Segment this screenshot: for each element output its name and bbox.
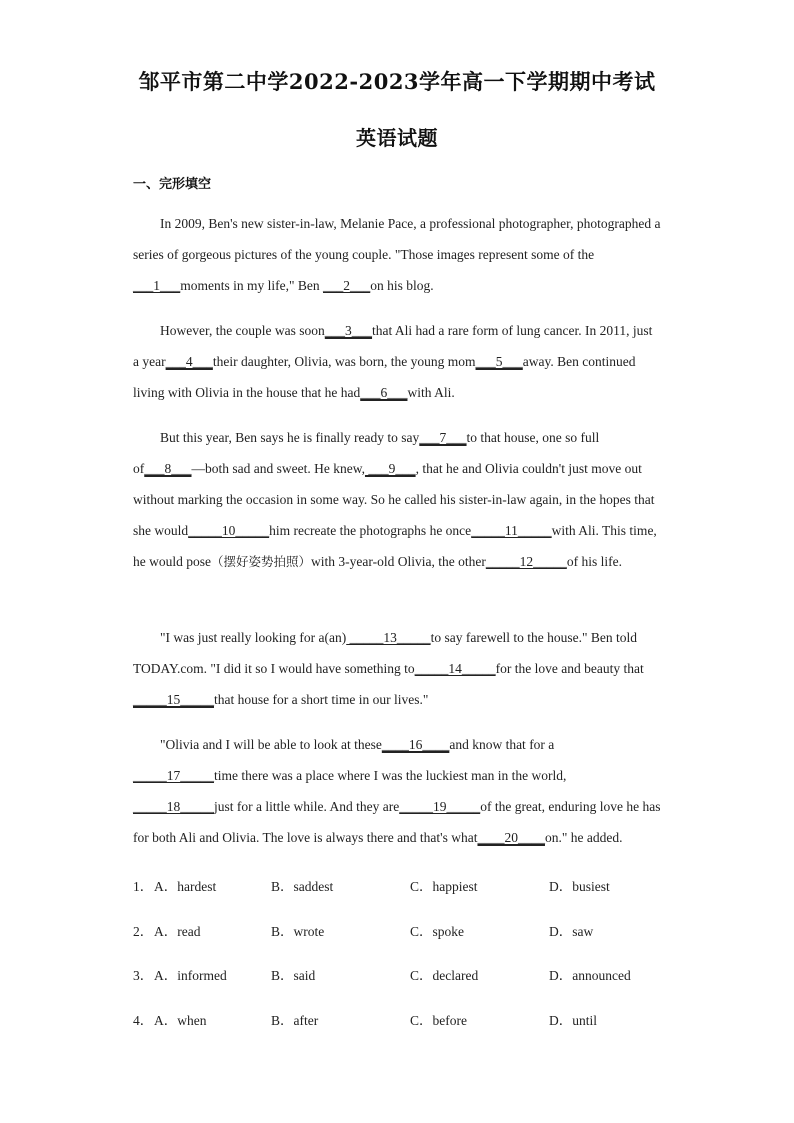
blank-10: _____10_____ <box>188 523 270 538</box>
blank-12: _____12_____ <box>485 554 567 569</box>
option-a[interactable]: A．hardest <box>154 879 217 894</box>
option-b[interactable]: B．saddest <box>271 879 334 894</box>
passage-text: on his blog. <box>370 278 434 293</box>
blank-6: ___6___ <box>360 385 408 400</box>
option-d[interactable]: D．saw <box>549 924 594 939</box>
exam-subtitle: 英语试题 <box>356 126 438 150</box>
passage-paragraph-1 <box>133 208 661 301</box>
blank-1: ___1___ <box>133 278 181 293</box>
option-c[interactable]: C．happiest <box>410 879 478 894</box>
passage-text: But this year, Ben says he is finally ready to say <box>160 430 420 445</box>
question-row <box>133 1009 693 1029</box>
blank-16: ____16____ <box>381 737 450 752</box>
passage-text: of his life. <box>566 554 622 569</box>
passage-text: away. Ben continued living with Olivia in the house that he had <box>133 354 636 400</box>
passage-paragraph-2 <box>133 315 661 408</box>
passage-text: with Ali. <box>407 385 455 400</box>
question-number: 1． <box>133 879 154 894</box>
option-a[interactable]: A．informed <box>154 968 227 983</box>
section-heading: 一、完形填空 <box>133 177 212 192</box>
option-b[interactable]: B．wrote <box>271 924 325 939</box>
passage-text: to that house, one so full of <box>133 430 600 476</box>
blank-5: ___5___ <box>475 354 523 369</box>
option-b[interactable]: B．said <box>271 968 316 983</box>
passage-text: , that he and Olivia couldn't just move out without marking the occasion in some way. So he called his sister-in-law again, in the hopes that she would <box>133 461 655 538</box>
blank-14: _____14_____ <box>414 661 496 676</box>
passage-text: "I was just really looking for a(an) <box>160 630 347 645</box>
passage-text: to say farewell to the house." Ben told TODAY.com. "I did it so I would have something to <box>133 630 638 676</box>
passage-text: with 3-year-old Olivia, the other <box>311 554 486 569</box>
blank-9: ___9___ <box>364 461 416 476</box>
blank-4: ___4___ <box>165 354 213 369</box>
passage-text: their daughter, Olivia, was born, the young mom <box>212 354 476 369</box>
passage-text: that Ali had a rare form of lung cancer. In 2011, just a year <box>133 323 653 369</box>
passage-text: with Ali. This time, he would pose <box>133 523 657 569</box>
chinese-gloss: （摆好姿势拍照） <box>211 554 312 569</box>
passage-text: moments in my life," Ben <box>180 278 320 293</box>
passage-text: him recreate the photographs he once <box>269 523 472 538</box>
exam-title: 邹平市第二中学2022-2023学年高一下学期期中考试 <box>138 69 656 94</box>
blank-8: ___8___ <box>144 461 192 476</box>
passage-text: —both sad and sweet. He knew, <box>191 461 365 476</box>
option-d[interactable]: D．busiest <box>549 879 610 894</box>
blank-7: ___7___ <box>419 430 467 445</box>
question-number: 3． <box>133 968 154 983</box>
passage-text: In 2009, Ben's new sister-in-law, Melanie Pace, a professional photographer, photographed a series of gorgeous pictures of the young couple. "Those images represent some of the <box>133 216 661 262</box>
passage-paragraph-3 <box>133 422 661 577</box>
passage-text: on." he added. <box>544 830 623 845</box>
option-a[interactable]: A．when <box>154 1013 207 1028</box>
passage-text: "Olivia and I will be able to look at these <box>160 737 382 752</box>
option-a[interactable]: A．read <box>154 924 201 939</box>
blank-3: ___3___ <box>324 323 373 338</box>
question-row <box>133 920 693 940</box>
blank-2: ___2___ <box>323 278 371 293</box>
option-c[interactable]: C．declared <box>410 968 479 983</box>
option-d[interactable]: D．until <box>549 1013 598 1028</box>
option-c[interactable]: C．before <box>410 1013 467 1028</box>
question-row <box>133 964 693 984</box>
passage-text: time there was a place where I was the luckiest man in the world, <box>214 768 567 783</box>
option-c[interactable]: C．spoke <box>410 924 464 939</box>
passage-text: of the great, enduring love he has for both Ali and Olivia. The love is always there and that's what <box>133 799 661 845</box>
passage-paragraph-4 <box>133 622 661 715</box>
option-d[interactable]: D．announced <box>549 968 631 983</box>
blank-20: ____20____ <box>477 830 545 845</box>
passage-text: and know that for a <box>449 737 555 752</box>
passage-paragraph-5 <box>133 729 661 853</box>
question-number: 2． <box>133 924 154 939</box>
passage-text: that house for a short time in our lives." <box>214 692 429 707</box>
blank-11: _____11_____ <box>471 523 552 538</box>
blank-19: _____19_____ <box>399 799 481 814</box>
passage-text: However, the couple was soon <box>160 323 325 338</box>
blank-17: _____17_____ <box>133 768 214 783</box>
blank-18: _____18_____ <box>133 799 214 814</box>
passage-text: for the love and beauty that <box>495 661 644 676</box>
passage-text: just for a little while. And they are <box>214 799 400 814</box>
question-number: 4． <box>133 1013 154 1028</box>
question-row <box>133 875 693 895</box>
blank-15: _____15_____ <box>133 692 214 707</box>
option-b[interactable]: B．after <box>271 1013 319 1028</box>
blank-13: _____13_____ <box>346 630 431 645</box>
